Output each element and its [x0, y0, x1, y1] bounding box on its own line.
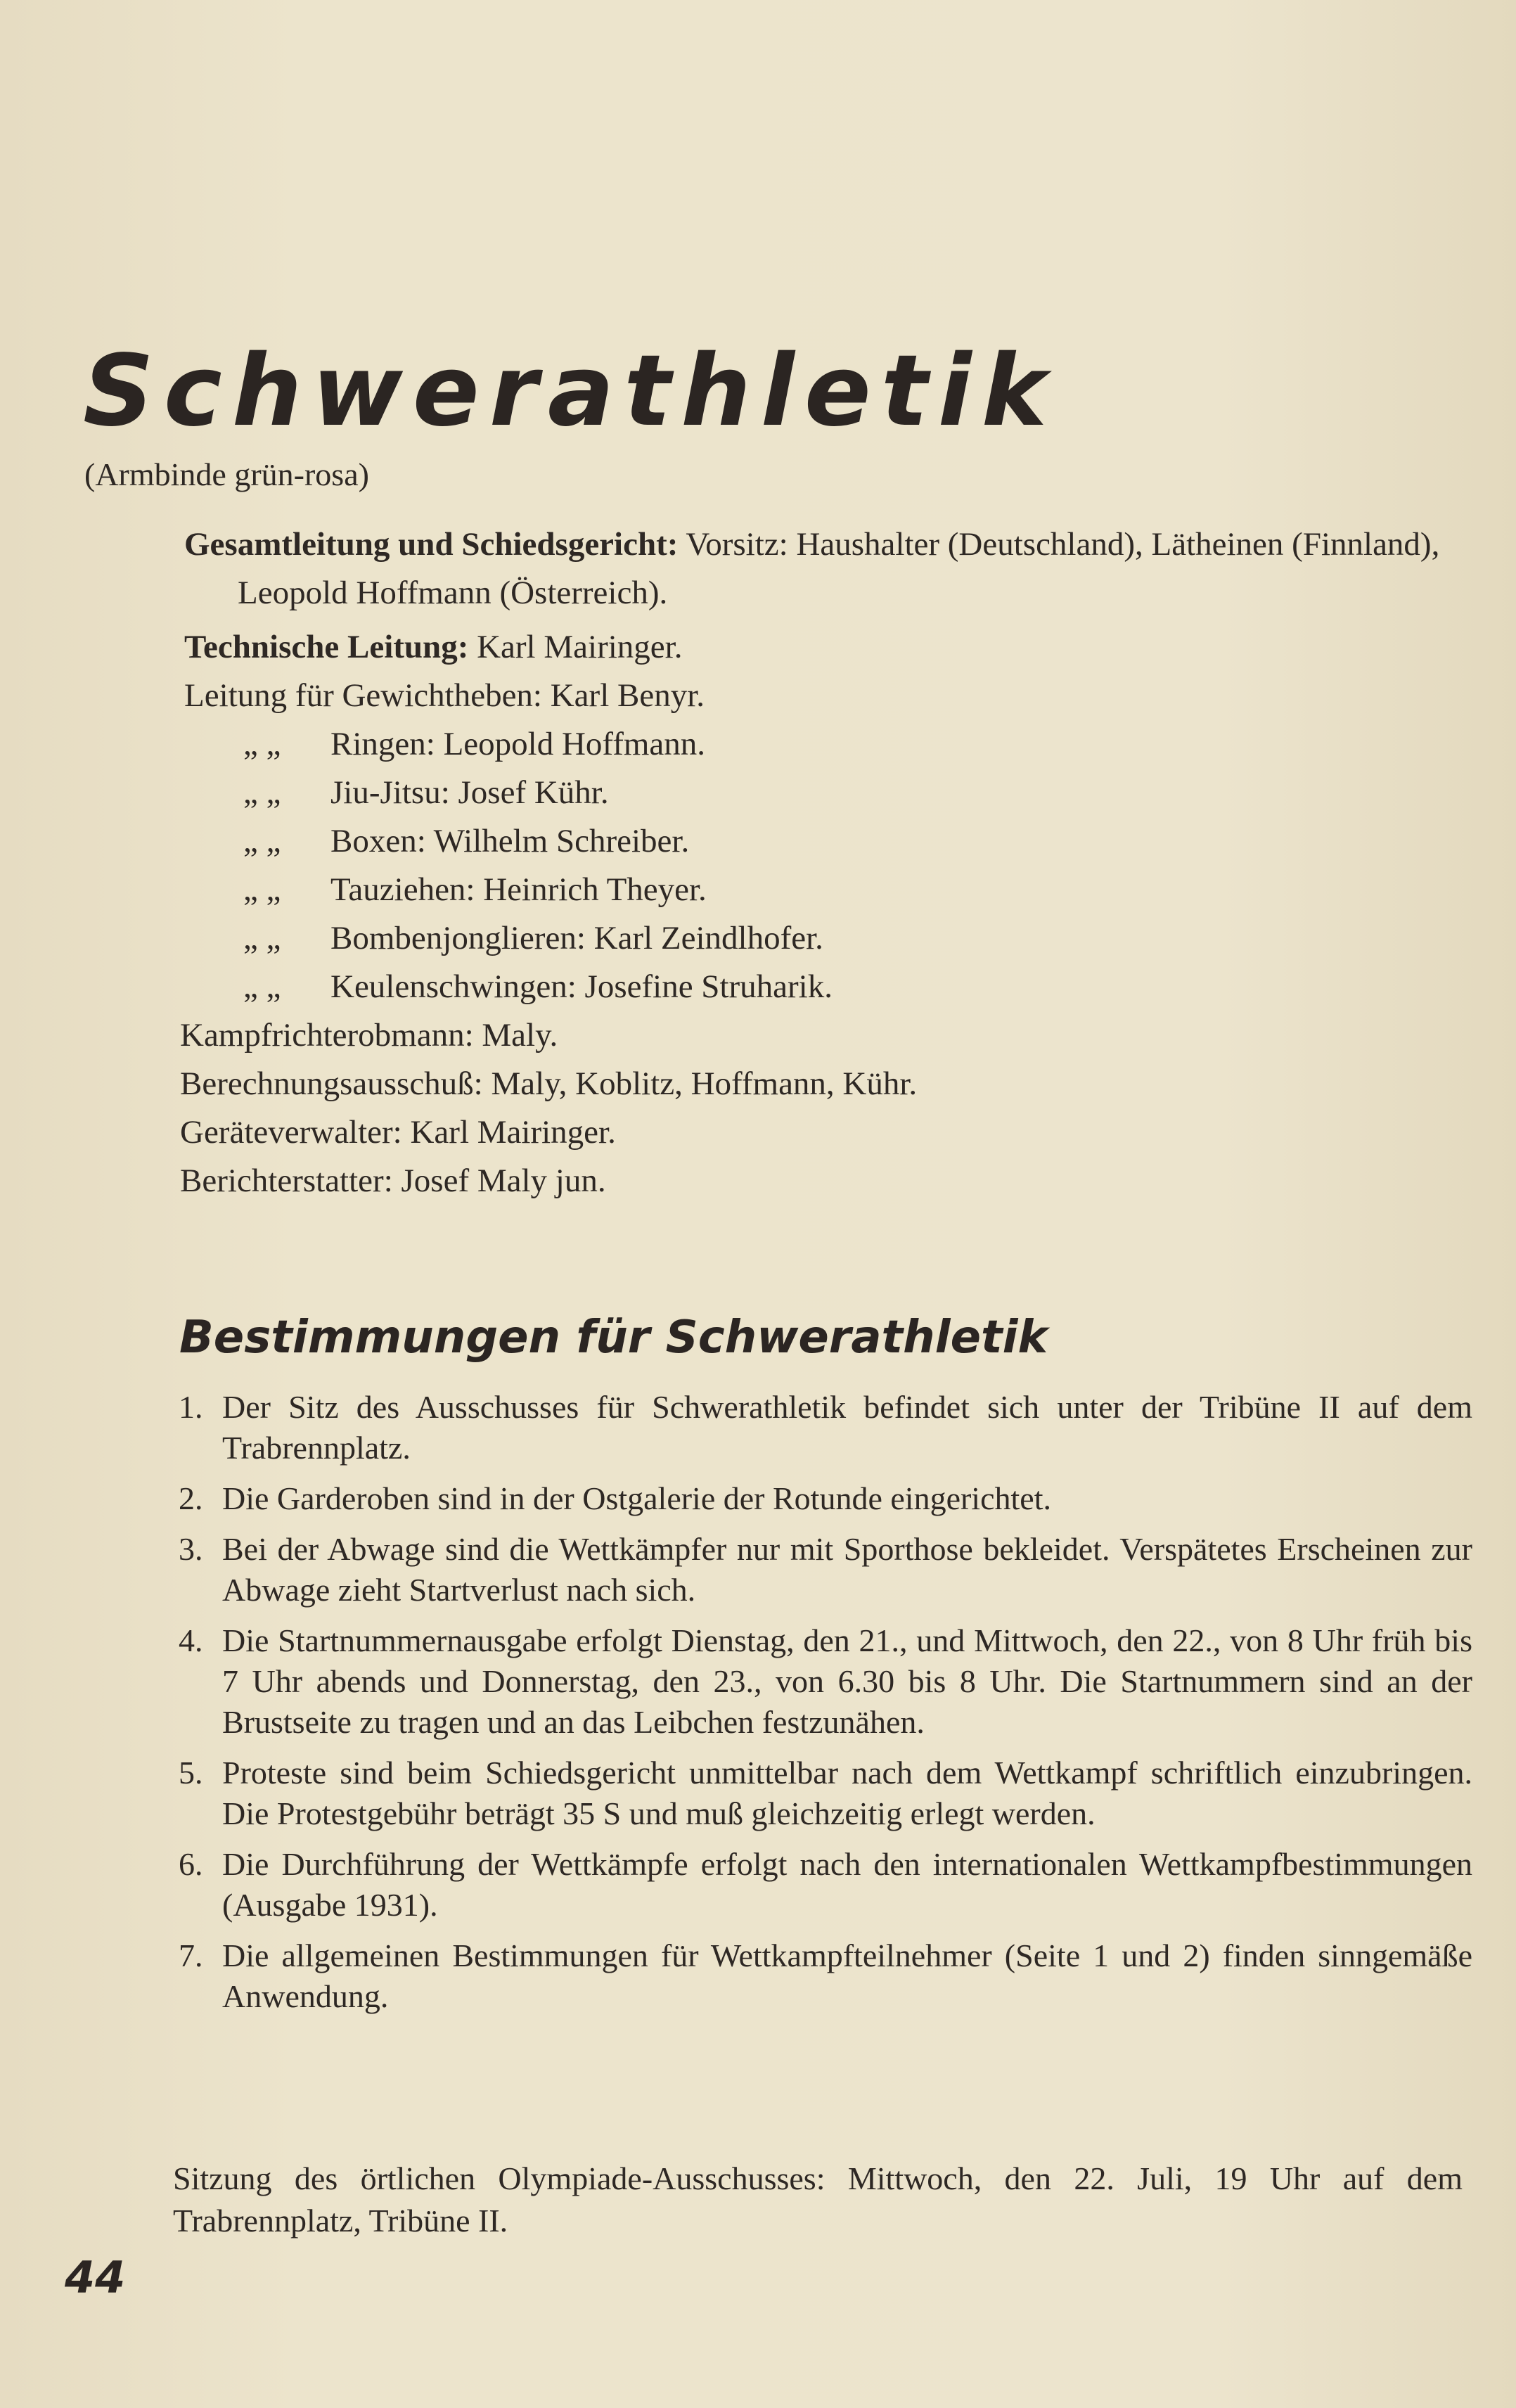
rule-item: [179, 1620, 1472, 1743]
ditto-entry: [184, 914, 1485, 963]
ditto-entry-text: Ringen: Leopold Hoffmann.: [330, 726, 706, 762]
ditto-entry-text: Jiu-Jitsu: Josef Kühr.: [330, 774, 609, 811]
rule-item: [179, 1478, 1472, 1519]
rule-text: Bei der Abwage sind die Wettkämpfer nur mit Sporthose bekleidet. Verspätetes Erscheinen zur Abwage zieht Startverlust nach sich.: [222, 1531, 1472, 1608]
rule-number: 2.: [179, 1480, 203, 1516]
ditto-mark: „ „: [243, 726, 281, 762]
rule-item: [179, 1844, 1472, 1926]
rule-number: 3.: [179, 1531, 203, 1567]
closing-note: Sitzung des örtlichen Olympiade-Ausschusses: Mittwoch, den 22. Juli, 19 Uhr auf dem Trabrennplatz, Tribüne II.: [173, 2160, 1463, 2239]
ditto-entry-text: Boxen: Wilhelm Schreiber.: [330, 823, 690, 859]
ditto-entry: [184, 866, 1485, 914]
ditto-entry-text: Bombenjonglieren: Karl Zeindlhofer.: [330, 920, 823, 956]
ditto-entry: [184, 963, 1485, 1011]
kampfrichter-entry: Kampfrichterobmann: Maly.: [180, 1017, 558, 1054]
ditto-mark: „ „: [243, 823, 281, 859]
rule-number: 1.: [179, 1389, 203, 1425]
rule-item: [179, 1753, 1472, 1834]
rule-text: Die allgemeinen Bestimmungen für Wettkampfteilnehmer (Seite 1 und 2) finden sinngemäße Anwendung.: [222, 1938, 1472, 2014]
rule-text: Die Garderoben sind in der Ostgalerie der Rotunde eingerichtet.: [222, 1480, 1051, 1516]
berichterstatter-entry: Berichterstatter: Josef Maly jun.: [180, 1163, 606, 1199]
gewichtheben-entry: Leitung für Gewichtheben: Karl Benyr.: [184, 677, 705, 714]
ditto-mark: „ „: [243, 774, 281, 811]
geraete-entry: Geräteverwalter: Karl Mairinger.: [180, 1114, 616, 1151]
page-title: Schwerathletik: [83, 334, 1057, 449]
rules-list: [179, 1387, 1472, 2027]
ditto-entry-text: Keulenschwingen: Josefine Struharik.: [330, 968, 833, 1005]
rule-text: Proteste sind beim Schiedsgericht unmittelbar nach dem Wettkampf schriftlich einzubringen. Die Protestgebühr beträgt 35 S und muß gleichzeitig erlegt werden.: [222, 1755, 1472, 1831]
rule-text: Der Sitz des Ausschusses für Schwerathletik befindet sich unter der Tribüne II auf dem Trabrennplatz.: [222, 1389, 1472, 1466]
rule-item: [179, 1387, 1472, 1468]
subtitle: (Armbinde grün-rosa): [84, 456, 369, 492]
ditto-mark: „ „: [243, 968, 281, 1005]
rule-number: 6.: [179, 1846, 203, 1882]
berechnung-entry: Berechnungsausschuß: Maly, Koblitz, Hoffmann, Kühr.: [180, 1065, 918, 1102]
rule-text: Die Durchführung der Wettkämpfe erfolgt nach den internationalen Wettkampfbestimmungen (Ausgabe 1931).: [222, 1846, 1472, 1923]
rule-number: 7.: [179, 1938, 203, 1973]
gesamtleitung-entry: [184, 520, 1485, 617]
ditto-entry-text: Tauziehen: Heinrich Theyer.: [330, 871, 707, 908]
rule-item: [179, 1935, 1472, 2017]
rule-text: Die Startnummernausgabe erfolgt Dienstag, den 21., und Mittwoch, den 22., von 8 Uhr früh bis 7 Uhr abends und Donnerstag, den 23., von 6.30 bis 8 Uhr. Die Startnummern sind an der Brustseite zu tragen und an das Leibchen festzunähen.: [222, 1622, 1472, 1740]
gesamtleitung-value: Vorsitz: Haushalter (Deutschland), Lätheinen (Finnland), Leopold Hoffmann (Österreich).: [238, 526, 1440, 611]
gesamtleitung-label: Gesamtleitung und Schiedsgericht:: [184, 526, 679, 563]
technische-leitung-label: Technische Leitung:: [184, 629, 469, 665]
technische-leitung-entry: [184, 623, 1485, 672]
ditto-entry: [184, 720, 1485, 769]
ditto-entry: [184, 817, 1485, 866]
ditto-entry: [184, 769, 1485, 817]
ditto-mark: „ „: [243, 920, 281, 956]
rule-item: [179, 1529, 1472, 1610]
technische-leitung-value: Karl Mairinger.: [477, 629, 683, 665]
ditto-mark: „ „: [243, 871, 281, 908]
rules-heading: Bestimmungen für Schwerathletik: [179, 1312, 1048, 1364]
page-number: 44: [65, 2252, 126, 2303]
rule-number: 4.: [179, 1622, 203, 1658]
rule-number: 5.: [179, 1755, 203, 1791]
officials-list: [180, 520, 1485, 1205]
